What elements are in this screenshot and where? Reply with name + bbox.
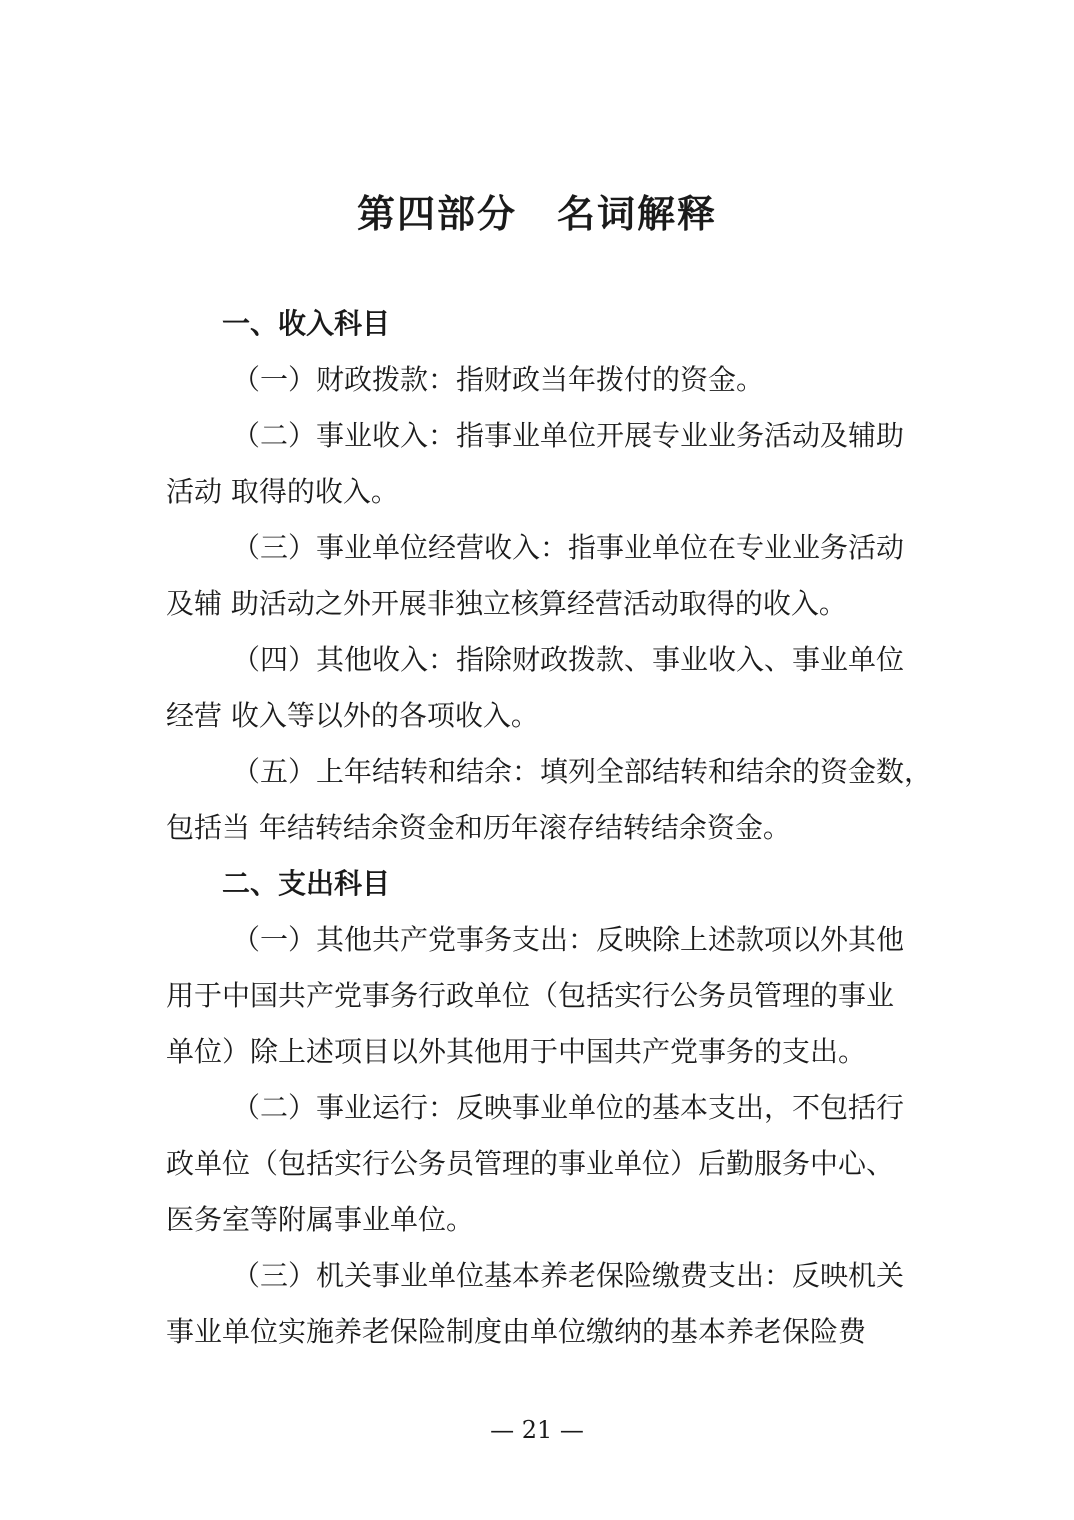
paragraph-line: （一）其他共产党事务支出：反映除上述款项以外其他 [232, 923, 905, 956]
paragraph-line: （三）机关事业单位基本养老保险缴费支出：反映机关 [232, 1259, 905, 1292]
paragraph-line: 用于中国共产党事务行政单位（包括实行公务员管理的事业 [166, 979, 895, 1012]
paragraph-line: （二）事业运行：反映事业单位的基本支出，不包括行 [232, 1091, 905, 1124]
paragraph-line: （四）其他收入：指除财政拨款、事业收入、事业单位 [232, 643, 905, 676]
paragraph-line: （五）上年结转和结余：填列全部结转和结余的资金数， [232, 755, 933, 788]
paragraph-line: 医务室等附属事业单位。 [166, 1203, 475, 1236]
page-title: 第四部分 名词解释 [356, 191, 717, 236]
paragraph-line: 政单位（包括实行公务员管理的事业单位）后勤服务中心、 [166, 1147, 895, 1180]
paragraph-line: 单位）除上述项目以外其他用于中国共产党事务的支出。 [166, 1035, 867, 1068]
paragraph-line: （一）财政拨款：指财政当年拨付的资金。 [232, 363, 765, 396]
paragraph-line: 活动 取得的收入。 [166, 475, 399, 508]
paragraph-line: 及辅 助活动之外开展非独立核算经营活动取得的收入。 [166, 587, 847, 620]
paragraph-line: 包括当 年结转结余资金和历年滚存结转结余资金。 [166, 811, 791, 844]
section-heading: 一、收入科目 [222, 307, 391, 340]
paragraph-line: （三）事业单位经营收入：指事业单位在专业业务活动 [232, 531, 905, 564]
section-heading: 二、支出科目 [222, 867, 391, 900]
paragraph-line: 经营 收入等以外的各项收入。 [166, 699, 539, 732]
page-number: — 21 — [490, 1416, 584, 1444]
paragraph-line: 事业单位实施养老保险制度由单位缴纳的基本养老保险费 [166, 1315, 867, 1348]
paragraph-line: （二）事业收入：指事业单位开展专业业务活动及辅助 [232, 419, 905, 452]
